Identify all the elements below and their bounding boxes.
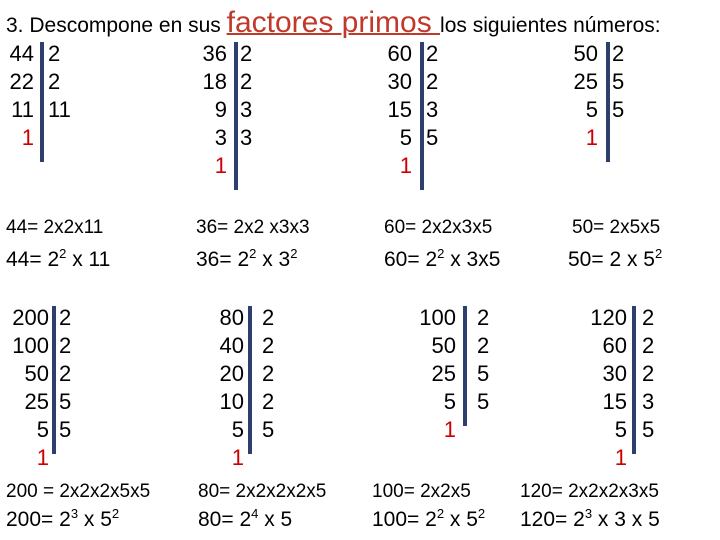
prime-factor: 2 bbox=[262, 389, 275, 414]
divider-bar bbox=[248, 306, 252, 454]
dividend-number: 15 bbox=[602, 389, 627, 414]
dividend-number: 25 bbox=[24, 389, 49, 414]
factorization-powers: $44= 2^2$ x 11 bbox=[6, 246, 111, 271]
dividend-number: 11 bbox=[11, 97, 34, 122]
dividend-number: 5 bbox=[614, 417, 627, 442]
factorization-powers: $60= 2^2$ x 3x5 bbox=[384, 246, 501, 271]
dividend-number: 30 bbox=[387, 69, 412, 94]
quotient-one: 1 bbox=[614, 445, 627, 470]
prime-factor: 2 bbox=[240, 41, 253, 66]
dividend-number: 100 bbox=[419, 305, 456, 330]
prime-factor: 5 bbox=[426, 125, 439, 150]
factorization-expanded: 50= 2x5x5 bbox=[572, 217, 661, 238]
dividend-number: 50 bbox=[573, 41, 598, 66]
dividend-number: 60 bbox=[602, 333, 627, 358]
prime-factor: 2 bbox=[426, 69, 439, 94]
factorization-expanded: 44= 2x2x11 bbox=[6, 217, 104, 238]
factorization-expanded: 120= 2x2x2x3x5 bbox=[520, 481, 659, 502]
exponent: 2 bbox=[290, 246, 298, 261]
dividend-number: 200 bbox=[12, 305, 49, 330]
dividend-number: 5 bbox=[231, 417, 244, 442]
prime-factor: 2 bbox=[262, 305, 275, 330]
dividend-number: 25 bbox=[431, 361, 456, 386]
dividend-number: 50 bbox=[24, 361, 49, 386]
prime-factor: 3 bbox=[642, 389, 655, 414]
prime-factor: 2 bbox=[262, 361, 275, 386]
exponent: 2 bbox=[436, 506, 445, 521]
dividend-number: 5 bbox=[36, 417, 49, 442]
prime-factor: 5 bbox=[59, 389, 72, 414]
prime-factor: 2 bbox=[59, 305, 72, 330]
dividend-number: 15 bbox=[387, 97, 412, 122]
prime-factor: 5 bbox=[262, 417, 275, 442]
prime-factor: 2 bbox=[59, 361, 72, 386]
prime-factor: 3 bbox=[426, 97, 439, 122]
prime-factor: 2 bbox=[642, 305, 655, 330]
divider-bar bbox=[40, 42, 44, 162]
prime-factor: 3 bbox=[240, 125, 253, 150]
prime-factor: 2 bbox=[642, 333, 655, 358]
factorization-powers: 50= 2 x $5^2$ bbox=[568, 246, 663, 271]
prime-factor: 2 bbox=[612, 41, 625, 66]
prime-factor: 2 bbox=[48, 69, 61, 94]
prime-factor: 11 bbox=[48, 97, 71, 122]
title-prefix: 3. Descompone en sus bbox=[6, 14, 227, 37]
factorization-powers: $120= 2^3$ x 3 x 5 bbox=[520, 506, 660, 531]
prime-factor: 2 bbox=[426, 41, 439, 66]
factorization-powers: $80= 2^4$ x 5 bbox=[198, 506, 293, 531]
prime-factor: 2 bbox=[642, 361, 655, 386]
dividend-number: 9 bbox=[214, 97, 227, 122]
factorization-expanded: 100= 2x2x5 bbox=[372, 481, 471, 502]
dividend-number: 25 bbox=[573, 69, 598, 94]
exponent: 2 bbox=[111, 506, 120, 521]
quotient-one: 1 bbox=[443, 417, 456, 442]
prime-factor: 5 bbox=[612, 69, 625, 94]
prime-factor: 5 bbox=[477, 361, 490, 386]
divider-bar bbox=[234, 42, 238, 190]
factorization-expanded: 80= 2x2x2x2x5 bbox=[198, 481, 327, 502]
prime-factor: 2 bbox=[262, 333, 275, 358]
exponent: 3 bbox=[584, 506, 593, 521]
divider-bar bbox=[420, 42, 424, 190]
factorization-powers: $36= 2^2$ x $3^2$ bbox=[196, 246, 298, 271]
dividend-number: 30 bbox=[602, 361, 627, 386]
prime-factor: 5 bbox=[642, 417, 655, 442]
dividend-number: 80 bbox=[219, 305, 244, 330]
exercise-title bbox=[6, 6, 661, 40]
exponent: 3 bbox=[70, 506, 79, 521]
dividend-number: 10 bbox=[219, 389, 244, 414]
exponent: 2 bbox=[59, 246, 67, 261]
prime-factor: 5 bbox=[477, 389, 490, 414]
quotient-one: 1 bbox=[36, 445, 49, 470]
exponent: 2 bbox=[655, 246, 663, 261]
prime-factor: 2 bbox=[48, 41, 61, 66]
dividend-number: 40 bbox=[219, 333, 244, 358]
factorization-expanded: 200 = 2x2x2x5x5 bbox=[6, 481, 151, 502]
dividend-number: 50 bbox=[431, 333, 456, 358]
dividend-number: 5 bbox=[443, 389, 456, 414]
dividend-number: 3 bbox=[214, 125, 227, 150]
exponent: 2 bbox=[249, 246, 257, 261]
factorization-expanded: 36= 2x2 x3x3 bbox=[196, 217, 310, 238]
divider-bar bbox=[606, 42, 610, 162]
dividend-number: 22 bbox=[9, 69, 34, 94]
factorization-expanded: 60= 2x2x3x5 bbox=[384, 217, 493, 238]
prime-factor: 2 bbox=[477, 305, 490, 330]
quotient-one: 1 bbox=[214, 153, 227, 178]
title-highlight: factores primos bbox=[226, 6, 441, 39]
factorization-powers: $200= 2^3$ x $5^2$ bbox=[6, 506, 120, 531]
dividend-number: 60 bbox=[387, 41, 412, 66]
dividend-number: 20 bbox=[219, 361, 244, 386]
exponent: 4 bbox=[251, 506, 259, 521]
dividend-number: 18 bbox=[202, 69, 227, 94]
exponent: 2 bbox=[477, 506, 486, 521]
factorization-powers: $100= 2^2$ x $5^2$ bbox=[372, 506, 486, 531]
dividend-number: 5 bbox=[585, 97, 598, 122]
quotient-one: 1 bbox=[399, 153, 412, 178]
prime-factor: 3 bbox=[240, 97, 253, 122]
dividend-number: 5 bbox=[399, 125, 412, 150]
quotient-one: 1 bbox=[585, 125, 598, 150]
divider-bar bbox=[52, 306, 56, 454]
dividend-number: 36 bbox=[202, 41, 227, 66]
quotient-one: 1 bbox=[21, 125, 34, 150]
prime-factor: 2 bbox=[240, 69, 253, 94]
prime-factor: 2 bbox=[477, 333, 490, 358]
prime-factor: 5 bbox=[59, 417, 72, 442]
divider-bar bbox=[463, 306, 467, 426]
exponent: 2 bbox=[437, 246, 445, 261]
dividend-number: 120 bbox=[590, 305, 627, 330]
divider-bar bbox=[632, 306, 636, 454]
prime-factor: 2 bbox=[59, 333, 72, 358]
title-suffix: los siguientes números: bbox=[440, 14, 661, 37]
dividend-number: 44 bbox=[9, 41, 34, 66]
prime-factor: 5 bbox=[612, 97, 625, 122]
quotient-one: 1 bbox=[231, 445, 244, 470]
dividend-number: 100 bbox=[12, 333, 49, 358]
